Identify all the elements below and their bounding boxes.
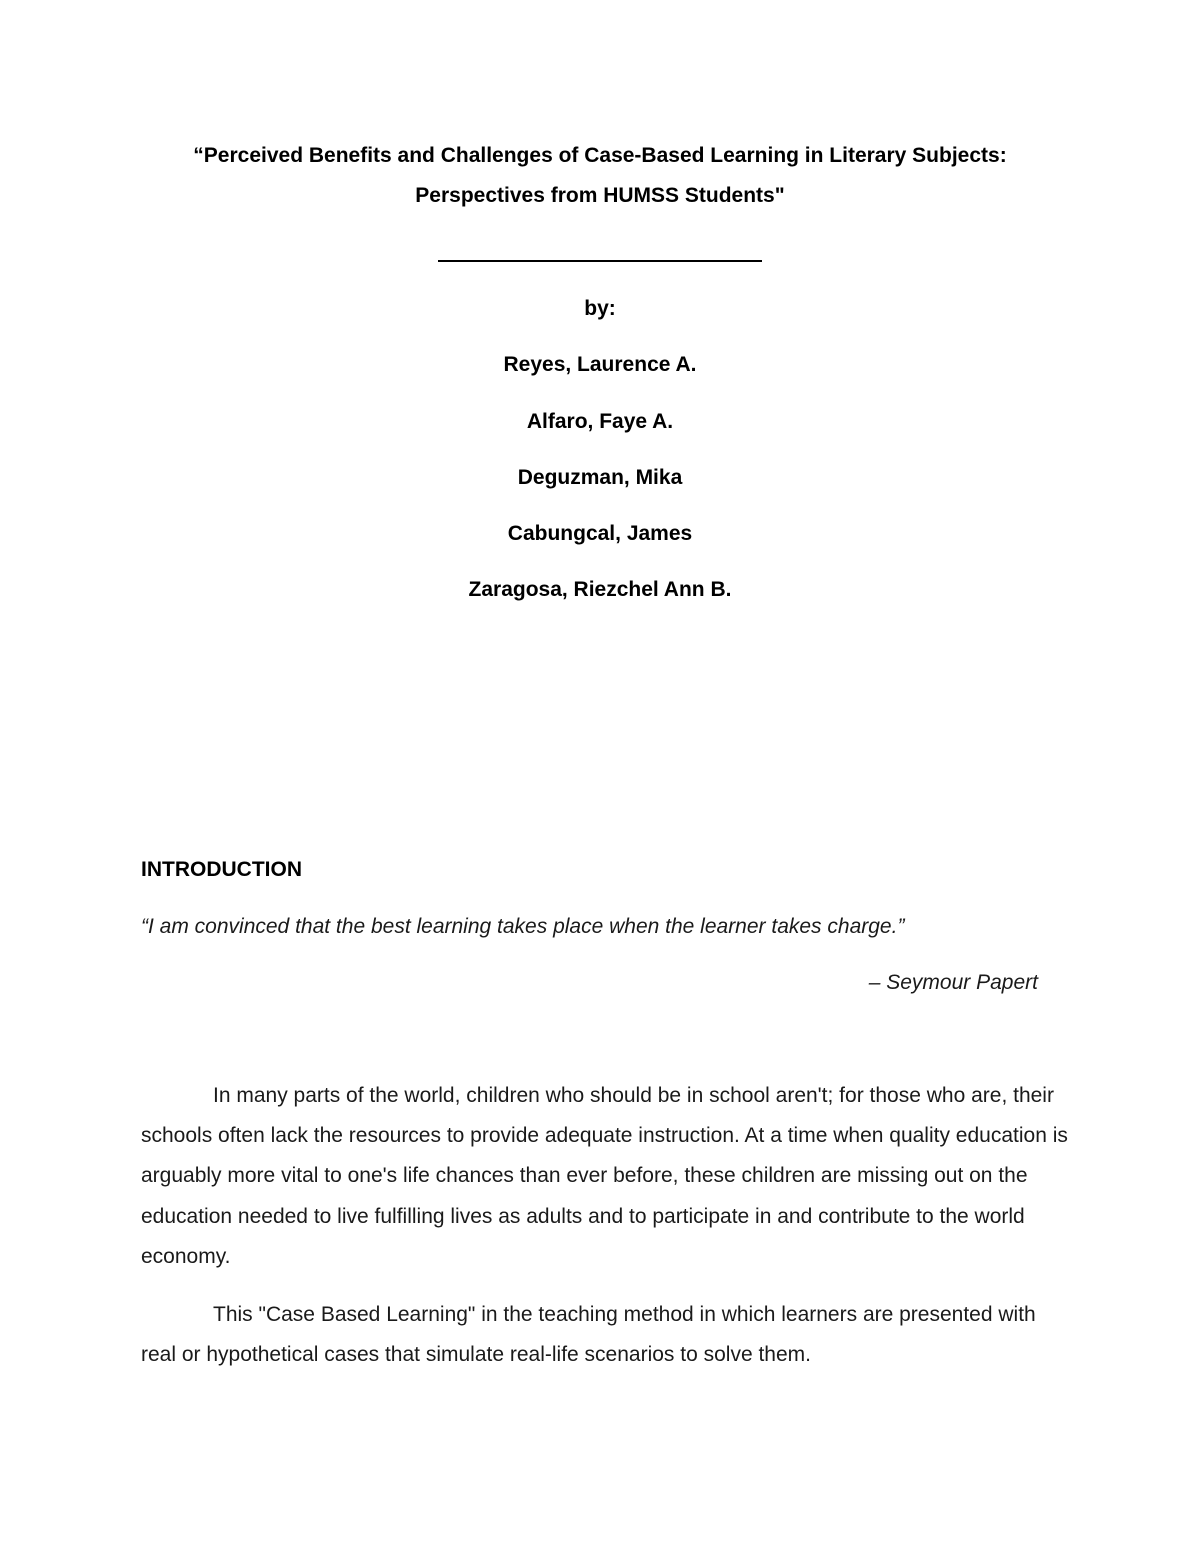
- author-name: Reyes, Laurence A.: [503, 353, 697, 376]
- body-paragraph: This "Case Based Learning" in the teaching method in which learners are presented with real or hypothetical cases that simulate real-life scenarios to solve them.: [141, 1303, 1036, 1367]
- author-name: Zaragosa, Riezchel Ann B.: [468, 578, 732, 601]
- title-divider: [438, 260, 762, 262]
- title-line-1: “Perceived Benefits and Challenges of Case-Based Learning in Literary Subjects:: [193, 144, 1007, 167]
- author-name: Alfaro, Faye A.: [526, 410, 674, 433]
- author-name: Deguzman, Mika: [517, 466, 683, 489]
- body-paragraph: In many parts of the world, children who should be in school aren't; for those who are, their schools often lack the resources to provide adequate instruction. At a time when quality education is arguably more vital to one's life chances than ever before, these children are missing out on the education needed to live fulfilling lives as adults and to participate in and contribute to the world economy.: [141, 1084, 1068, 1268]
- by-label: by:: [584, 297, 616, 320]
- epigraph-attribution: – Seymour Papert: [868, 971, 1038, 994]
- section-heading: INTRODUCTION: [141, 858, 302, 881]
- title-line-2: Perspectives from HUMSS Students": [415, 184, 785, 207]
- author-name: Cabungcal, James: [507, 522, 693, 545]
- epigraph-quote: “I am convinced that the best learning takes place when the learner takes charge.”: [141, 915, 905, 938]
